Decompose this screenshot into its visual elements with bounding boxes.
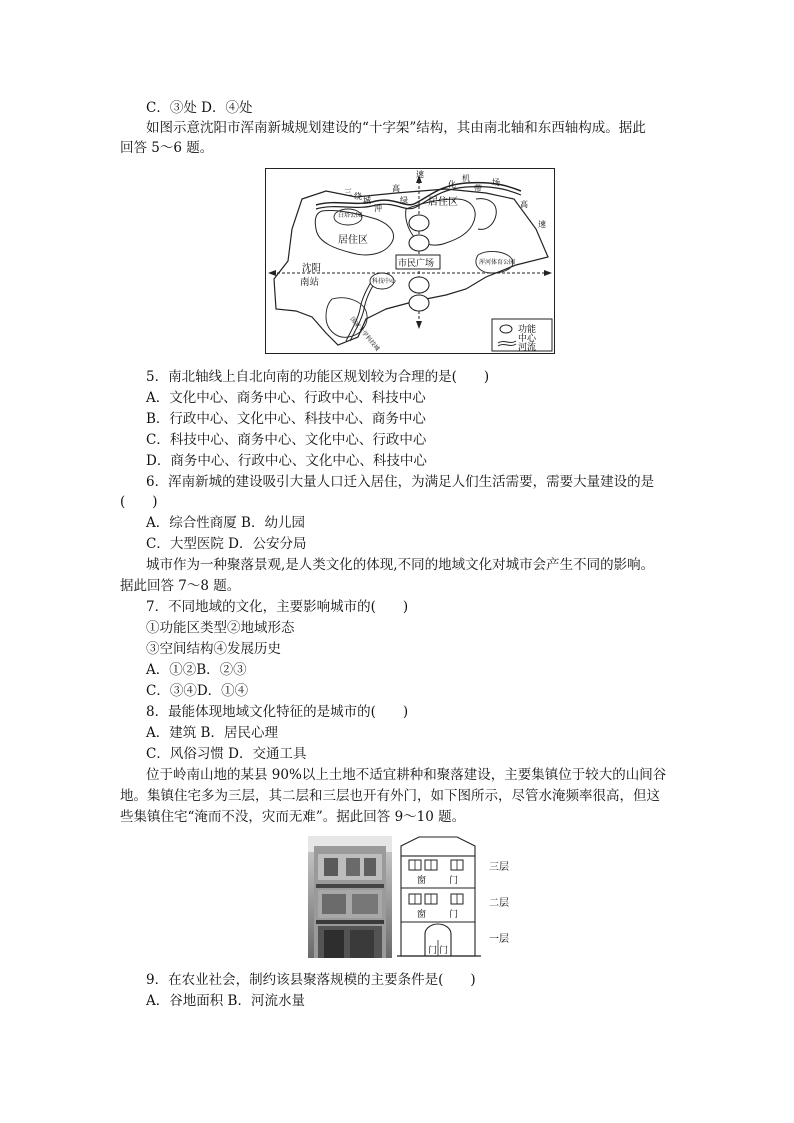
floor-3-label: 三层 [489,862,509,873]
map-residential-label: 居住区 [338,235,368,246]
map-highway-label: 绿 [400,196,408,205]
text-line: ( ) [120,494,158,510]
map-park-label: 白塔公园 [338,212,363,219]
map-highway-label: 绕 [354,192,362,201]
map-highway-label: 带 [474,184,482,193]
legend-center-label: 功能 [518,325,537,335]
text-line: 据此回答 7～8 题。 [120,578,241,594]
second-floor-door-label: 门 [449,910,459,920]
legend-river-label: 河流 [518,343,537,353]
map-highway-label: 高 [520,200,528,209]
first-floor-door-label: 门 [439,946,449,956]
text-line: 8．最能体现地域文化特征的是城市的( ) [146,704,409,720]
map-station-label: 南站 [300,277,320,288]
map-highway-label: 场 [492,178,500,187]
text-line: 9．在农业社会，制约该县聚落规模的主要条件是( ) [146,972,476,988]
text-line: 6．浑南新城的建设吸引大量人口迁入居住，为满足人们生活需要，需要大量建设的是 [146,474,655,490]
map-plaza-label: 市民广场 [398,259,435,269]
text-line: 位于岭南山地的某县 90%以上土地不适宜耕种和聚落建设，主要集镇位于较大的山间谷 [146,767,667,783]
text-line: A．谷地面积 B．河流水量 [146,993,305,1009]
text-line: C．风俗习惯 D．交通工具 [146,746,307,762]
map-university-label: 国家大学科技城 [348,315,381,353]
map-highway-label: 城 [363,196,371,205]
map-highway-label: 机 [462,174,470,183]
text-line: A．文化中心、商务中心、行政中心、科技中心 [146,390,426,406]
third-floor-window-label: 窗 [417,876,427,886]
legend-center-label: 中心 [518,334,537,344]
text-line: A．综合性商厦 B．幼儿园 [146,515,305,531]
text-line: 回答 5～6 题。 [120,140,214,156]
map-station-label: 沈阳 [302,263,322,274]
text-line: B．行政中心、文化中心、科技中心、商务中心 [146,411,426,427]
map-highway-label: 高 [392,184,400,193]
text-line: ③空间结构④发展历史 [146,641,281,657]
text-line: C．③④D．①④ [146,683,249,699]
text-line: D．商务中心、行政中心、文化中心、科技中心 [146,453,427,469]
map-highway-label: 三 [344,188,352,197]
text-line: A．①②B．②③ [146,662,247,678]
floor-1-label: 一层 [489,934,509,945]
third-floor-door-label: 门 [449,876,459,886]
map-park-label: 浑河体育公园 [479,259,516,266]
text-line: 地。集镇住宅多为三层，其二层和三层也开有外门，如下图所示，尽管水淹频率很高，但这 [120,788,660,804]
text-line: A．建筑 B．居民心理 [146,725,278,741]
shenyang-hunnan-map [265,168,555,354]
floor-2-label: 二层 [489,898,509,909]
map-tech-center-label: 科技中心 [372,278,397,285]
map-highway-label: 沖 [374,204,382,213]
map-residential-label: 居住区 [428,197,458,208]
text-line: C．大型医院 D．公安分局 [146,536,307,552]
house-photo [308,836,392,958]
text-line: 如图示意沈阳市浑南新城规划建设的“十字架”结构，其由南北轴和东西轴构成。据此 [146,120,646,136]
text-line: 些集镇住宅“淹而不没，灾而无难”。据此回答 9～10 题。 [120,809,466,825]
text-line: C．科技中心、商务中心、文化中心、行政中心 [146,432,427,448]
map-highway-label: 速 [416,170,424,179]
second-floor-window-label: 窗 [417,910,427,920]
first-floor-door-label: 门 [428,946,438,956]
text-line: 城市作为一种聚落景观,是人类文化的体现,不同的地域文化对城市会产生不同的影响。 [146,557,655,573]
text-line: ①功能区类型②地域形态 [146,620,295,636]
text-line: C．③处 D．④处 [146,100,253,116]
text-line: 5．南北轴线上自北向南的功能区规划较为合理的是( ) [146,369,490,385]
house-diagram [395,836,517,960]
text-line: 7．不同地域的文化，主要影响城市的( ) [146,599,409,615]
map-highway-label: 速 [538,220,546,229]
map-highway-label: 化 [448,180,456,189]
